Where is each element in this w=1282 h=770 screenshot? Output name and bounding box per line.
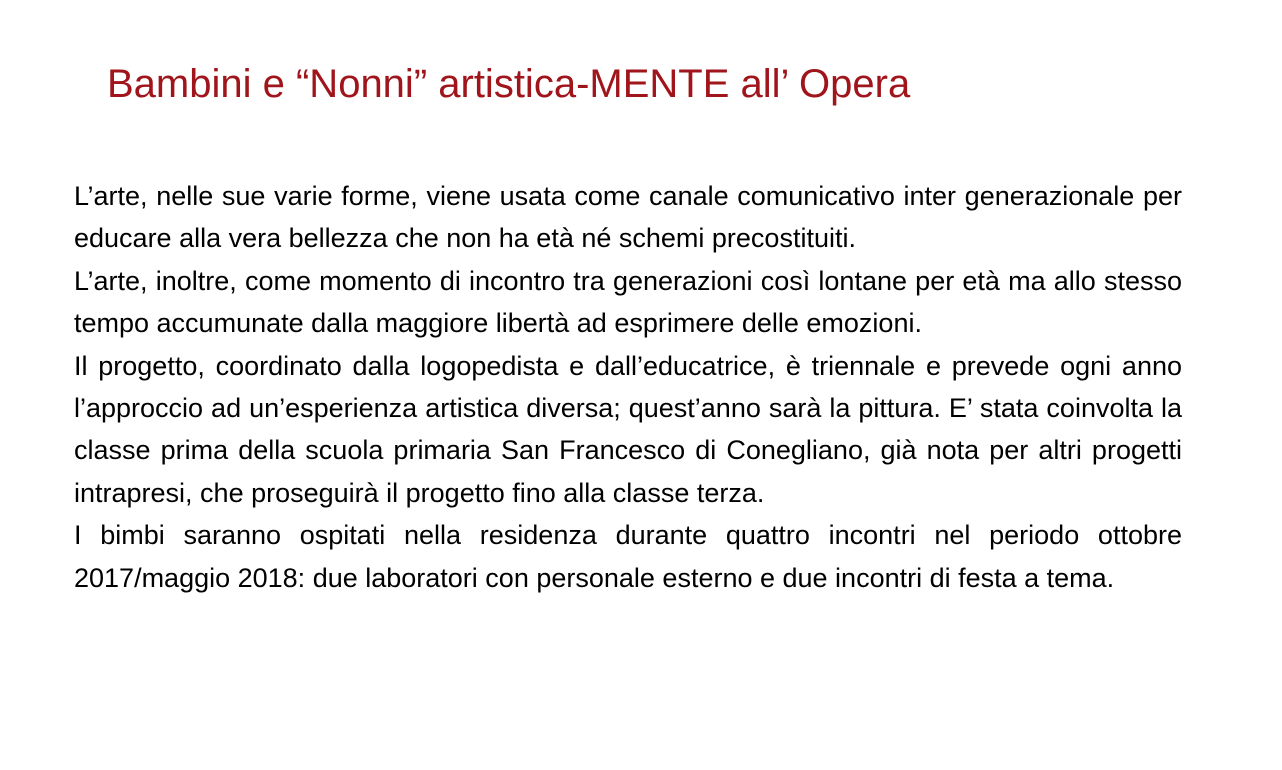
paragraph-1: L’arte, nelle sue varie forme, viene usata come canale comunicativo inter generazionale per educare alla vera bellezza che non ha età né schemi precostituiti.: [74, 181, 1182, 254]
body-text: [74, 175, 1182, 599]
paragraph-4: I bimbi saranno ospitati nella residenza durante quattro incontri nel periodo ottobre 2017/maggio 2018: due laboratori con personale esterno e due incontri di festa a tema.: [74, 520, 1182, 593]
page-title: Bambini e “Nonni” artistica-MENTE all’ Opera: [107, 62, 911, 106]
paragraph-3: Il progetto, coordinato dalla logopedista e dall’educatrice, è triennale e prevede ogni anno l’approccio ad un’esperienza artistica diversa; quest’anno sarà la pittura. E’ stata coinvolta la classe prima della scuola primaria San Francesco di Conegliano, già nota per altri progetti intrapresi, che proseguirà il progetto fino alla classe terza.: [74, 350, 1182, 508]
paragraph-2: L’arte, inoltre, come momento di incontro tra generazioni così lontane per età ma allo stesso tempo accumunate dalla maggiore libertà ad esprimere delle emozioni.: [74, 265, 1182, 339]
